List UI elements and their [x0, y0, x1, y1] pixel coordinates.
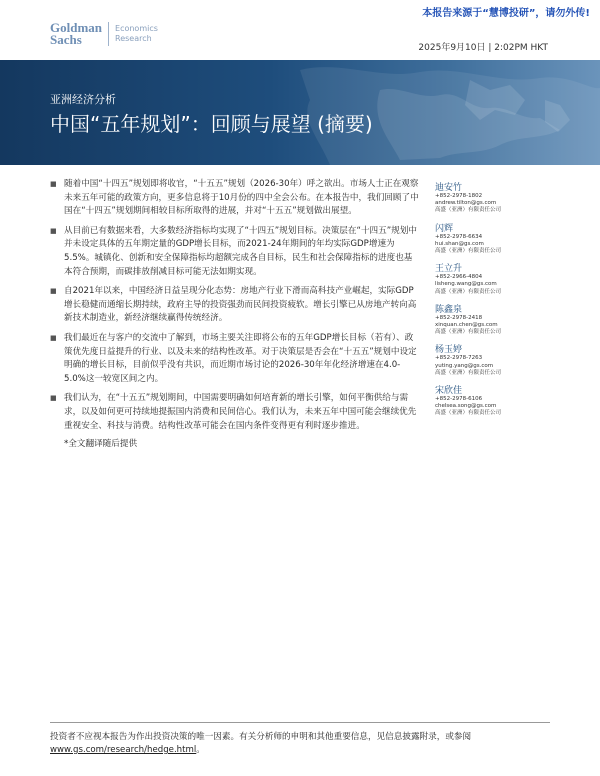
analyst-org: 高盛（亚洲）有限责任公司 — [435, 288, 502, 295]
logo-line-1: Goldman — [50, 20, 103, 35]
analyst-email[interactable]: lisheng.wang@gs.com — [435, 281, 497, 288]
analyst-phone: +852-2966-4804 — [435, 274, 483, 281]
analyst-phone: +852-2978-6634 — [435, 233, 483, 240]
analyst-org: 高盛（亚洲）有限责任公司 — [435, 207, 502, 214]
analyst-name: 杨玉婷 — [435, 345, 463, 356]
analyst-email[interactable]: chelsea.song@gs.com — [435, 403, 497, 410]
logo-unit-line-1: Economics — [115, 24, 158, 33]
analyst-contact — [435, 221, 565, 256]
disclosure-link[interactable]: www.gs.com/research/hedge.html — [50, 745, 197, 755]
bullet-square-icon: ■ — [50, 333, 57, 342]
logo-wordmark — [50, 22, 102, 46]
analyst-name: 陈鑫泉 — [435, 304, 463, 315]
analyst-org: 高盛（亚洲）有限责任公司 — [435, 369, 502, 376]
analyst-org: 高盛（亚洲）有限责任公司 — [435, 329, 502, 336]
footer-divider — [50, 722, 550, 723]
logo-divider — [108, 22, 109, 46]
bullet-text: 从目前已有数据来看，大多数经济指标均实现了“十四五”规划目标。决策层在“十四五”规划中并未设定具体的五年期定量的GDP增长目标，而2021-24年期间的年均实际GDP增速为5.5%。城镇化、创新和安全保障指标均超额完成各自目标，民生和社会保障指标的进度也基本符合预期，而碳排放削减目标可能无法如期实现。 — [64, 225, 417, 277]
analyst-contact — [435, 342, 565, 377]
analyst-org: 高盛（亚洲）有限责任公司 — [435, 248, 502, 255]
disclosure-text: 投资者不应视本报告为作出投资决策的唯一因素。有关分析师的申明和其他重要信息，见信息披露附录，或参阅 — [50, 732, 472, 742]
summary-bullet — [50, 285, 420, 326]
analyst-phone: +852-2978-1802 — [435, 193, 483, 199]
logo-line-2: Sachs — [50, 32, 82, 47]
bullet-text: 自2021年以来，中国经济日益呈现分化态势：房地产行业下滑而高科技产业崛起，实际GDP增长稳健而通缩长期持续，政府主导的投资强劲而民间投资疲软。增长引擎已从房地产转向高新技术制造业，新经济继续赢得传统经济。 — [64, 286, 417, 324]
report-dateline: 2025年9月10日 | 2:02PM HKT — [418, 43, 548, 53]
summary-bullet — [50, 392, 420, 433]
disclosure-footer — [50, 731, 560, 757]
analyst-name: 闪辉 — [435, 223, 454, 234]
source-notice: 本报告来源于“慧博投研”，请勿外传! — [422, 8, 590, 19]
analyst-phone: +852-2978-6106 — [435, 396, 483, 403]
analyst-name: 宋欣佳 — [435, 386, 463, 397]
analyst-org: 高盛（亚洲）有限责任公司 — [435, 410, 502, 417]
analyst-email[interactable]: xinquan.chen@gs.com — [435, 322, 498, 329]
bullet-square-icon: ■ — [50, 394, 57, 403]
analyst-contact — [435, 383, 565, 418]
logo-unit — [115, 24, 158, 44]
analyst-contact — [435, 302, 565, 337]
goldman-sachs-logo — [50, 22, 158, 46]
bullet-square-icon: ■ — [50, 180, 57, 188]
analyst-phone: +852-2978-7263 — [435, 355, 483, 362]
bullet-square-icon: ■ — [50, 287, 57, 296]
logo-unit-line-2: Research — [115, 34, 152, 43]
analyst-contact — [435, 180, 565, 215]
analyst-name: 迪安竹 — [435, 183, 463, 193]
bullet-square-icon: ■ — [50, 226, 57, 235]
analyst-name: 王立升 — [435, 264, 463, 275]
analyst-contact — [435, 261, 565, 296]
analyst-phone: +852-2978-2418 — [435, 314, 483, 321]
bullet-text: 我们认为，在“十五五”规划期间，中国需要明确如何培育新的增长引擎，如何平衡供给与需求，以及如何更可持续地提振国内消费和民间信心。我们认为，未来五年中国可能会继续优先重视安全、科技与消费。结构性改革可能会在国内条件变得更有利时逐步推进。 — [64, 393, 417, 431]
analyst-email[interactable]: andrew.tilton@gs.com — [435, 200, 497, 207]
report-title: 中国“五年规划”：回顾与展望 (摘要) — [50, 112, 373, 136]
bullet-text: 我们最近在与客户的交流中了解到，市场主要关注即将公布的五年GDP增长目标（若有）、政策优先度日益提升的行业、以及未来的结构性改革。对于决策层是否会在“十五五”规划中设定明确的增长目标，目前似乎没有共识，而近期市场讨论的2026-30年年化经济增速在4.0-5.0%这一较宽区间之内。 — [64, 332, 417, 384]
summary-bullet — [50, 332, 420, 386]
report-series-label: 亚洲经济分析 — [50, 93, 116, 106]
summary-body — [50, 178, 420, 449]
bullet-text: 随着中国“十四五”规划即将收官，“十五五”规划（2026-30年）呼之欲出。市场人士正在观察未来五年可能的政策方向，更多信息将于10月份的四中全会公布。在本报告中，我们回顾了中国在“十四五”规划期间相较目标所取得的进展，并对“十五五”规划做出展望。 — [64, 179, 419, 217]
analyst-email[interactable]: hui.shan@gs.com — [435, 240, 484, 247]
analyst-contacts — [435, 180, 565, 424]
translation-footnote: *全文翻译随后提供 — [64, 439, 138, 450]
summary-bullet — [50, 178, 420, 219]
disclosure-end: 。 — [196, 745, 205, 755]
analyst-email[interactable]: yuting.yang@gs.com — [435, 362, 494, 369]
summary-bullet — [50, 225, 420, 279]
